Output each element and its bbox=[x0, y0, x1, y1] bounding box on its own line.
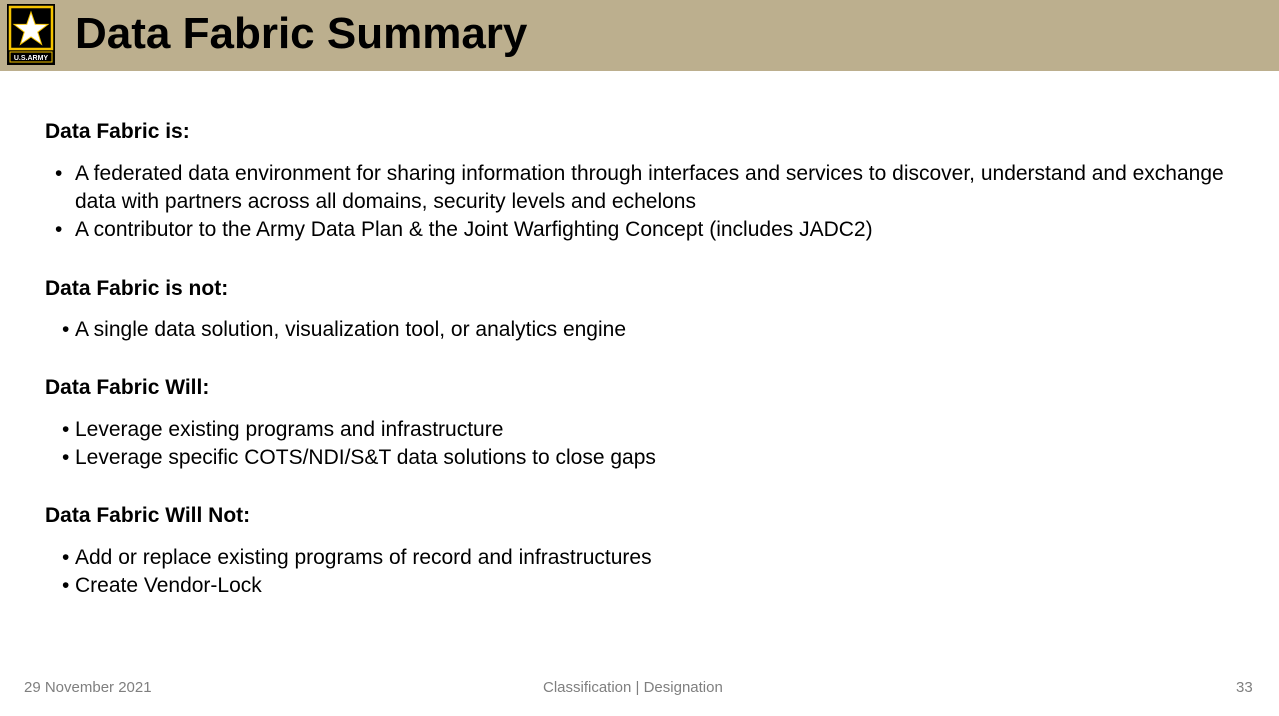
footer-page-number: 33 bbox=[1236, 679, 1253, 696]
bullet-list-is bbox=[55, 160, 1245, 244]
list-item: • Leverage specific COTS/NDI/S&T data solutions to close gaps bbox=[62, 444, 1062, 472]
section-heading-will-not: Data Fabric Will Not: bbox=[45, 504, 251, 527]
list-item: • Create Vendor-Lock bbox=[62, 572, 1062, 600]
bullet-list-is-not bbox=[62, 316, 1062, 344]
list-item: • A contributor to the Army Data Plan & the Joint Warfighting Concept (includes JADC2) bbox=[55, 216, 1245, 244]
list-item: • A single data solution, visualization tool, or analytics engine bbox=[62, 316, 1062, 344]
bullet-dot-icon: • bbox=[62, 418, 70, 441]
list-item: • A federated data environment for sharing information through interfaces and services to discover, understand and exchange data with partners across all domains, security levels and echelons bbox=[55, 162, 1224, 213]
section-heading-will: Data Fabric Will: bbox=[45, 376, 210, 399]
page-title: Data Fabric Summary bbox=[75, 9, 528, 58]
bullet-dot-icon: • bbox=[62, 318, 70, 341]
list-item: • Leverage existing programs and infrastructure bbox=[62, 416, 1062, 444]
svg-text:U.S.ARMY: U.S.ARMY bbox=[13, 55, 49, 62]
us-army-star-logo-icon bbox=[7, 4, 55, 65]
bullet-dot-icon: • bbox=[55, 218, 63, 241]
bullet-list-will bbox=[62, 416, 1062, 472]
list-item: • Add or replace existing programs of record and infrastructures bbox=[62, 544, 1062, 572]
section-heading-is-not: Data Fabric is not: bbox=[45, 277, 229, 300]
bullet-dot-icon: • bbox=[62, 574, 70, 597]
section-heading-is: Data Fabric is: bbox=[45, 120, 190, 143]
slide-header bbox=[0, 0, 1279, 71]
footer-classification: Classification | Designation bbox=[543, 679, 723, 696]
bullet-dot-icon: • bbox=[62, 446, 70, 469]
bullet-dot-icon: • bbox=[55, 162, 63, 185]
bullet-list-will-not bbox=[62, 544, 1062, 600]
bullet-dot-icon: • bbox=[62, 546, 70, 569]
footer-date: 29 November 2021 bbox=[24, 679, 152, 696]
